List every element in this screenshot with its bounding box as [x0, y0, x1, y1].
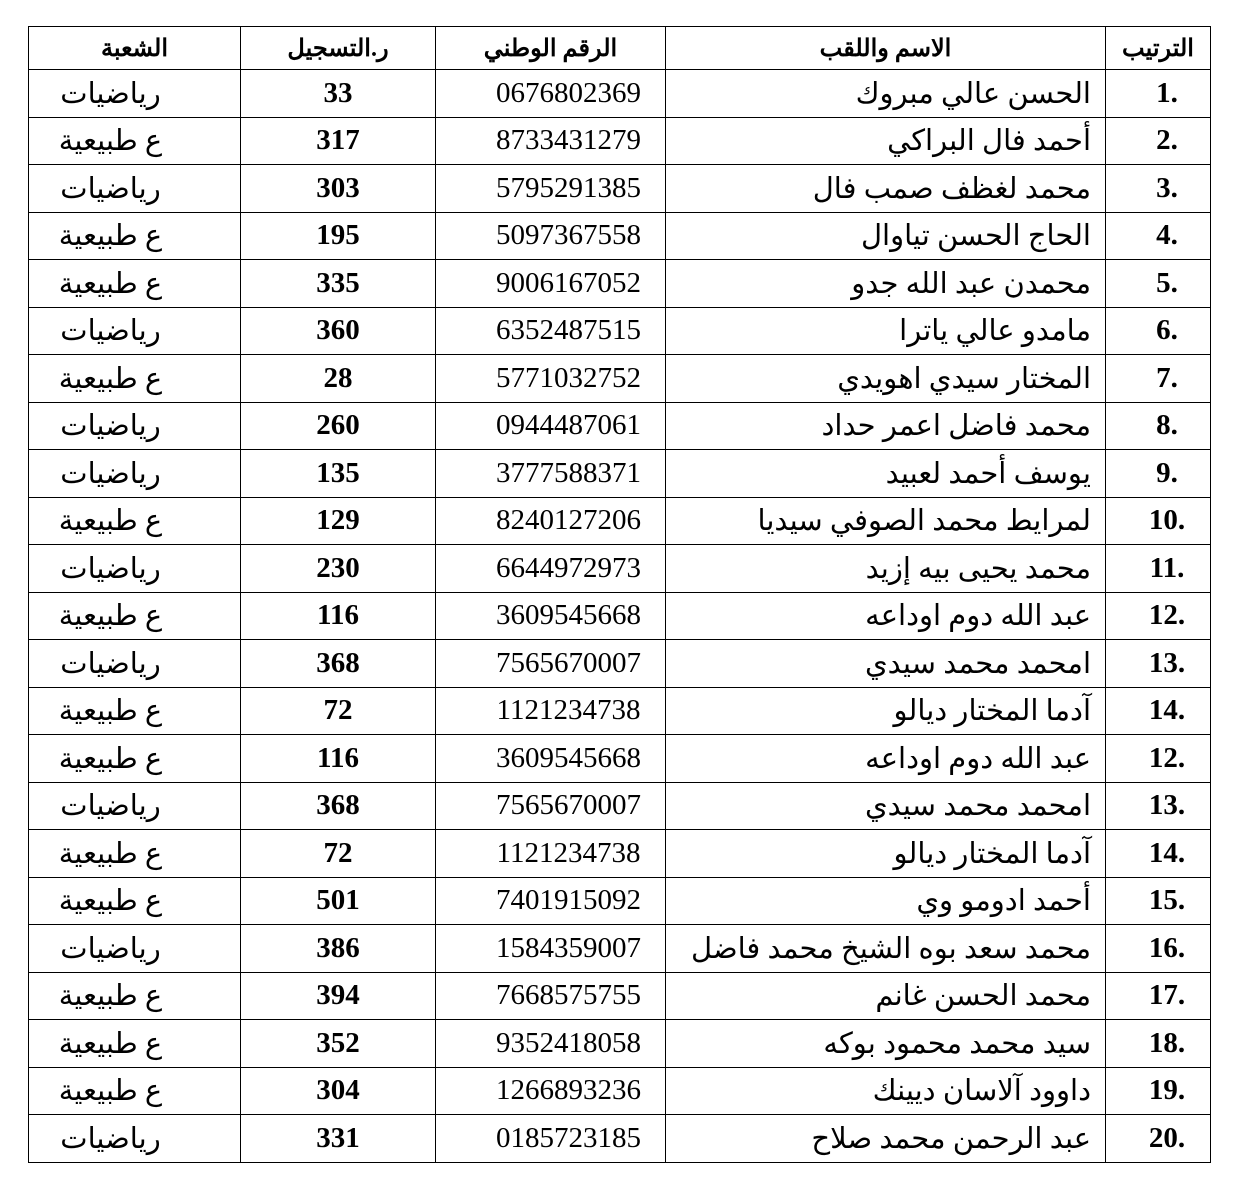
table-row [29, 307, 1211, 355]
table-row [29, 450, 1211, 498]
cell-national-id: 3777588371 [436, 450, 666, 498]
cell-registration: 260 [241, 402, 436, 450]
cell-name: لمرايط محمد الصوفي سيديا [666, 497, 1106, 545]
cell-rank: 12. [1106, 735, 1211, 783]
table-header-row [29, 27, 1211, 70]
cell-rank: 14. [1106, 687, 1211, 735]
cell-national-id: 3609545668 [436, 735, 666, 783]
cell-branch: رياضيات [29, 782, 241, 830]
cell-registration: 33 [241, 70, 436, 118]
cell-branch: رياضيات [29, 640, 241, 688]
cell-name: أحمد فال البراكي [666, 117, 1106, 165]
cell-rank: 15. [1106, 877, 1211, 925]
table-row [29, 1020, 1211, 1068]
cell-name: سيد محمد محمود بوكه [666, 1020, 1106, 1068]
cell-registration: 360 [241, 307, 436, 355]
cell-name: داوود آلاسان ديينك [666, 1067, 1106, 1115]
cell-name: المختار سيدي اهويدي [666, 355, 1106, 403]
cell-branch: ع طبيعية [29, 497, 241, 545]
cell-registration: 335 [241, 260, 436, 308]
table-row [29, 877, 1211, 925]
cell-registration: 304 [241, 1067, 436, 1115]
cell-national-id: 0944487061 [436, 402, 666, 450]
cell-national-id: 5771032752 [436, 355, 666, 403]
results-table [28, 26, 1211, 1163]
cell-registration: 116 [241, 735, 436, 783]
cell-national-id: 1584359007 [436, 925, 666, 973]
cell-national-id: 5097367558 [436, 212, 666, 260]
cell-national-id: 1121234738 [436, 687, 666, 735]
cell-branch: ع طبيعية [29, 212, 241, 260]
cell-registration: 135 [241, 450, 436, 498]
cell-name: محمد لغظف صمب فال [666, 165, 1106, 213]
cell-rank: 14. [1106, 830, 1211, 878]
cell-name: آدما المختار ديالو [666, 687, 1106, 735]
results-sheet [28, 26, 1210, 1163]
table-row [29, 402, 1211, 450]
cell-registration: 230 [241, 545, 436, 593]
cell-rank: 3. [1106, 165, 1211, 213]
cell-name: يوسف أحمد لعبيد [666, 450, 1106, 498]
cell-registration: 129 [241, 497, 436, 545]
cell-national-id: 8240127206 [436, 497, 666, 545]
cell-name: عبد الله دوم اوداعه [666, 592, 1106, 640]
cell-registration: 394 [241, 972, 436, 1020]
table-row [29, 117, 1211, 165]
cell-registration: 331 [241, 1115, 436, 1163]
cell-registration: 386 [241, 925, 436, 973]
cell-registration: 368 [241, 782, 436, 830]
header-branch: الشعبة [29, 27, 241, 70]
header-national-id: الرقم الوطني [436, 27, 666, 70]
cell-name: محمد يحيى بيه إزيد [666, 545, 1106, 593]
cell-branch: ع طبيعية [29, 972, 241, 1020]
cell-branch: رياضيات [29, 307, 241, 355]
cell-registration: 317 [241, 117, 436, 165]
cell-national-id: 0676802369 [436, 70, 666, 118]
cell-registration: 72 [241, 687, 436, 735]
cell-rank: 12. [1106, 592, 1211, 640]
table-row [29, 545, 1211, 593]
cell-national-id: 6352487515 [436, 307, 666, 355]
table-row [29, 640, 1211, 688]
table-row [29, 497, 1211, 545]
table-row [29, 165, 1211, 213]
cell-rank: 4. [1106, 212, 1211, 260]
cell-branch: رياضيات [29, 450, 241, 498]
cell-rank: 7. [1106, 355, 1211, 403]
table-row [29, 925, 1211, 973]
cell-rank: 13. [1106, 640, 1211, 688]
cell-rank: 19. [1106, 1067, 1211, 1115]
cell-registration: 28 [241, 355, 436, 403]
cell-rank: 8. [1106, 402, 1211, 450]
cell-name: عبد الله دوم اوداعه [666, 735, 1106, 783]
cell-registration: 352 [241, 1020, 436, 1068]
cell-rank: 6. [1106, 307, 1211, 355]
cell-national-id: 8733431279 [436, 117, 666, 165]
cell-branch: ع طبيعية [29, 687, 241, 735]
cell-branch: رياضيات [29, 545, 241, 593]
cell-name: محمد فاضل اعمر حداد [666, 402, 1106, 450]
cell-registration: 72 [241, 830, 436, 878]
table-row [29, 830, 1211, 878]
header-name: الاسم واللقب [666, 27, 1106, 70]
cell-national-id: 7668575755 [436, 972, 666, 1020]
cell-national-id: 9006167052 [436, 260, 666, 308]
table-row [29, 212, 1211, 260]
cell-national-id: 1266893236 [436, 1067, 666, 1115]
cell-national-id: 5795291385 [436, 165, 666, 213]
table-body [29, 70, 1211, 1163]
table-row [29, 735, 1211, 783]
cell-registration: 368 [241, 640, 436, 688]
table-row [29, 972, 1211, 1020]
cell-rank: 10. [1106, 497, 1211, 545]
table-row [29, 1067, 1211, 1115]
cell-rank: 17. [1106, 972, 1211, 1020]
table-row [29, 687, 1211, 735]
cell-rank: 5. [1106, 260, 1211, 308]
cell-rank: 2. [1106, 117, 1211, 165]
cell-name: عبد الرحمن محمد صلاح [666, 1115, 1106, 1163]
cell-name: الحاج الحسن تياوال [666, 212, 1106, 260]
cell-branch: ع طبيعية [29, 1020, 241, 1068]
cell-national-id: 3609545668 [436, 592, 666, 640]
cell-branch: ع طبيعية [29, 260, 241, 308]
cell-name: محمد الحسن غانم [666, 972, 1106, 1020]
cell-national-id: 7565670007 [436, 640, 666, 688]
cell-branch: ع طبيعية [29, 1067, 241, 1115]
cell-branch: رياضيات [29, 925, 241, 973]
cell-rank: 1. [1106, 70, 1211, 118]
cell-name: أحمد ادومو وي [666, 877, 1106, 925]
table-row [29, 70, 1211, 118]
cell-national-id: 0185723185 [436, 1115, 666, 1163]
table-row [29, 1115, 1211, 1163]
cell-branch: ع طبيعية [29, 830, 241, 878]
cell-name: مامدو عالي ياترا [666, 307, 1106, 355]
cell-branch: رياضيات [29, 70, 241, 118]
cell-name: آدما المختار ديالو [666, 830, 1106, 878]
table-row [29, 260, 1211, 308]
table-row [29, 782, 1211, 830]
cell-name: امحمد محمد سيدي [666, 782, 1106, 830]
cell-registration: 195 [241, 212, 436, 260]
cell-name: محمدن عبد الله جدو [666, 260, 1106, 308]
cell-branch: رياضيات [29, 165, 241, 213]
table-row [29, 592, 1211, 640]
cell-name: الحسن عالي مبروك [666, 70, 1106, 118]
cell-branch: ع طبيعية [29, 355, 241, 403]
header-registration: ر.التسجيل [241, 27, 436, 70]
cell-registration: 501 [241, 877, 436, 925]
cell-national-id: 6644972973 [436, 545, 666, 593]
cell-branch: ع طبيعية [29, 735, 241, 783]
cell-branch: ع طبيعية [29, 592, 241, 640]
cell-rank: 9. [1106, 450, 1211, 498]
cell-rank: 20. [1106, 1115, 1211, 1163]
table-row [29, 355, 1211, 403]
cell-national-id: 7401915092 [436, 877, 666, 925]
cell-registration: 116 [241, 592, 436, 640]
cell-branch: ع طبيعية [29, 877, 241, 925]
cell-branch: رياضيات [29, 1115, 241, 1163]
cell-national-id: 7565670007 [436, 782, 666, 830]
cell-rank: 13. [1106, 782, 1211, 830]
cell-rank: 11. [1106, 545, 1211, 593]
cell-rank: 18. [1106, 1020, 1211, 1068]
cell-branch: رياضيات [29, 402, 241, 450]
cell-registration: 303 [241, 165, 436, 213]
cell-name: امحمد محمد سيدي [666, 640, 1106, 688]
header-rank: الترتيب [1106, 27, 1211, 70]
cell-branch: ع طبيعية [29, 117, 241, 165]
cell-national-id: 9352418058 [436, 1020, 666, 1068]
cell-name: محمد سعد بوه الشيخ محمد فاضل [666, 925, 1106, 973]
cell-rank: 16. [1106, 925, 1211, 973]
cell-national-id: 1121234738 [436, 830, 666, 878]
